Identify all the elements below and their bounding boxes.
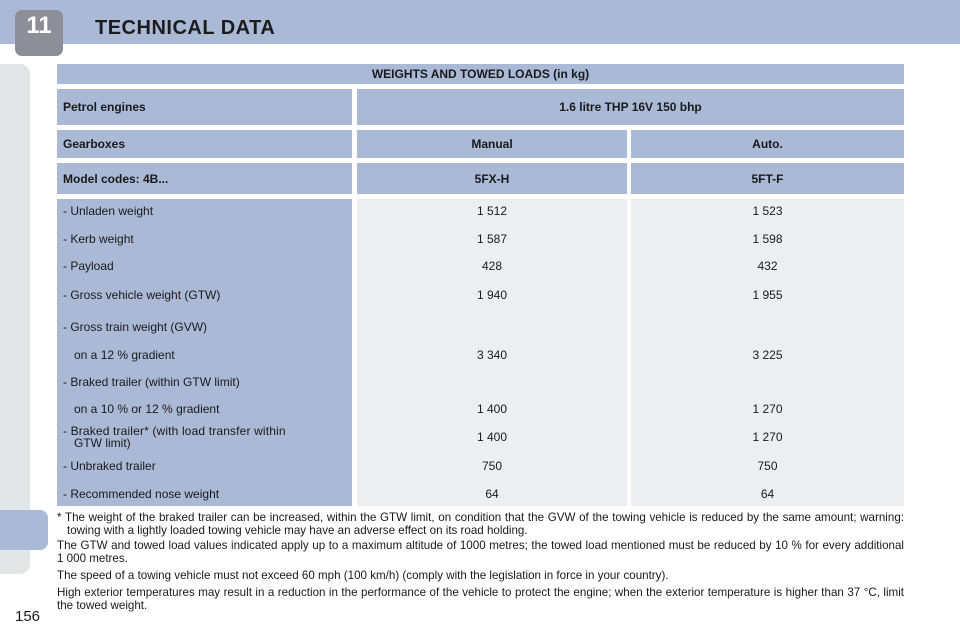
row-label: on a 10 % or 12 % gradient: [74, 402, 220, 416]
row-label: - Payload: [63, 259, 114, 273]
auto-value: 1 523: [752, 204, 783, 218]
chapter-number: 11: [26, 12, 52, 39]
row-label: - Braked trailer (within GTW limit): [63, 375, 240, 389]
gearbox-label: Gearboxes: [57, 130, 352, 158]
gearbox-auto: Auto.: [631, 130, 904, 158]
auto-value: 1 270: [752, 430, 783, 444]
left-margin-tab: [0, 510, 48, 550]
table-caption: WEIGHTS AND TOWED LOADS (in kg): [57, 64, 904, 84]
auto-value: 1 598: [752, 232, 783, 246]
page-title: TECHNICAL DATA: [95, 17, 276, 39]
left-margin-strip: [0, 64, 30, 574]
row-label: - Unladen weight: [63, 204, 154, 218]
manual-value: 750: [481, 459, 503, 473]
row-label: - Recommended nose weight: [63, 487, 220, 501]
model-code-label: Model codes: 4B...: [57, 163, 352, 194]
model-code-manual: 5FX-H: [357, 163, 627, 194]
altitude-note: The GTW and towed load values indicated apply up to a maximum altitude of 1000 metres; the towed load mentioned must be reduced by 10 % for every additional 1 000 metres.: [57, 539, 904, 565]
row-label: - Braked trailer* (with load transfer within: [63, 424, 286, 438]
auto-value: 1 955: [752, 288, 783, 302]
manual-value: 1 940: [476, 288, 508, 302]
auto-value: 432: [757, 259, 778, 273]
gearbox-manual: Manual: [357, 130, 627, 158]
row-label: - Gross vehicle weight (GTW): [63, 288, 221, 302]
row-label: - Unbraked trailer: [63, 459, 156, 473]
row-label: on a 12 % gradient: [74, 348, 175, 362]
manual-value: 428: [481, 259, 503, 273]
notes-section: [57, 511, 904, 616]
temperature-note: High exterior temperatures may result in a reduction in the performance of the vehicle to protect the engine; when the exterior temperature is higher than 37 °C, limit the towed weight.: [57, 586, 904, 612]
manual-value: 3 340: [476, 348, 508, 362]
auto-value: 64: [760, 487, 775, 501]
manual-value: 1 512: [476, 204, 508, 218]
model-code-auto: 5FT-F: [631, 163, 904, 194]
row-label: - Kerb weight: [63, 232, 134, 246]
engine-value: 1.6 litre THP 16V 150 bhp: [357, 89, 904, 125]
footnote: * The weight of the braked trailer can be increased, within the GTW limit, on condition that the GVW of the towing vehicle is reduced by the same amount; warning: towing with a lightly loaded towing vehicle may have an adverse effect on its road holding.: [57, 511, 904, 537]
page-number: 156: [15, 608, 41, 625]
auto-value: 1 270: [752, 402, 783, 416]
speed-note: The speed of a towing vehicle must not exceed 60 mph (100 km/h) (comply with the legislation in force in your country).: [57, 569, 669, 582]
engine-label: Petrol engines: [57, 89, 352, 125]
row-label-continued: GTW limit): [74, 436, 131, 450]
row-label: - Gross train weight (GVW): [63, 320, 208, 334]
auto-value: 3 225: [752, 348, 783, 362]
manual-value: 1 400: [476, 402, 508, 416]
manual-value: 1 400: [476, 430, 508, 444]
auto-value: 750: [757, 459, 778, 473]
manual-value: 64: [485, 487, 499, 501]
manual-value: 1 587: [476, 232, 508, 246]
